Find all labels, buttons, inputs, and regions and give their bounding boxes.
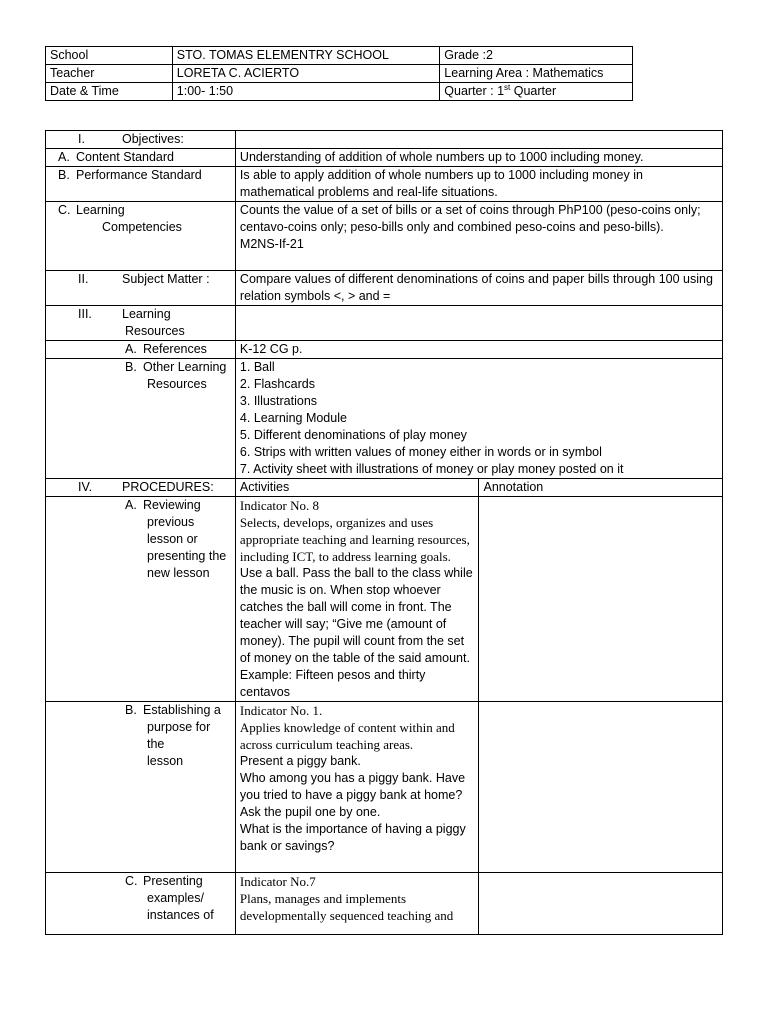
indicator-text: Selects, develops, organizes and uses appropriate teaching and learning resources, including ICT, to address learning goals. bbox=[239, 515, 470, 564]
learning-area-value: Learning Area : Mathematics bbox=[440, 65, 633, 83]
row-references bbox=[46, 341, 723, 359]
learning-resources-content bbox=[235, 306, 722, 341]
indicator-title: Indicator No. 1. bbox=[239, 703, 323, 718]
header-table bbox=[45, 46, 633, 101]
competencies-text: Counts the value of a set of bills or a set of coins through PhP100 (peso-coins only; centavo-coins only; peso-bills only and combined peso-coins and peso-bills). M2NS-If-21 bbox=[235, 202, 722, 271]
teacher-label: Teacher bbox=[46, 65, 173, 83]
competencies-label: C. Learning Competencies bbox=[46, 202, 236, 271]
row-subject-matter bbox=[46, 271, 723, 306]
step-b-activity: Indicator No. 1. Applies knowledge of content within and across curriculum teaching areas. Present a piggy bank. Who among you has a piggy bank. Have you tried to have a piggy bank at home? Ask the pupil one by one. What is the importance of having a piggy bank or savings? bbox=[235, 702, 479, 873]
row-learning-resources bbox=[46, 306, 723, 341]
step-c-annotation bbox=[479, 873, 723, 935]
objectives-label: I. Objectives: bbox=[46, 131, 236, 149]
lesson-plan-table bbox=[45, 130, 723, 935]
step-b-label: B. Establishing a purpose for the lesson bbox=[46, 702, 236, 873]
row-other-resources bbox=[46, 359, 723, 479]
objectives-content bbox=[235, 131, 722, 149]
resource-item: 3. Illustrations bbox=[239, 394, 318, 408]
indicator-text: Plans, manages and implements developmentally sequenced teaching and bbox=[239, 891, 454, 923]
row-content-standard bbox=[46, 149, 723, 167]
row-step-c bbox=[46, 873, 723, 935]
school-value: STO. TOMAS ELEMENTRY SCHOOL bbox=[172, 47, 440, 65]
row-step-b bbox=[46, 702, 723, 873]
row-objectives bbox=[46, 131, 723, 149]
other-resources-list bbox=[235, 359, 722, 479]
content-standard-label: A. Content Standard bbox=[46, 149, 236, 167]
references-text: K-12 CG p. bbox=[235, 341, 722, 359]
step-a-label: A. Reviewing previous lesson or presenting the new lesson bbox=[46, 497, 236, 702]
header-row-teacher bbox=[46, 65, 633, 83]
step-b-annotation bbox=[479, 702, 723, 873]
resource-item: 6. Strips with written values of money either in words or in symbol bbox=[239, 445, 602, 459]
step-c-label: C. Presenting examples/ instances of bbox=[46, 873, 236, 935]
activities-header: Activities bbox=[235, 479, 479, 497]
resource-item: 4. Learning Module bbox=[239, 411, 347, 425]
step-a-activity: Indicator No. 8 Selects, develops, organizes and uses appropriate teaching and learning resources, including ICT, to address learning goals. Use a ball. Pass the ball to the class while the music is on. When stop whoever catches the ball will come in front. The teacher will say; “Give me (amount of money). The pupil will count from the set of money on the table of the said amount. Example: Fifteen pesos and thirty centavos bbox=[235, 497, 479, 702]
learning-resources-label: III. Learning Resources bbox=[46, 306, 236, 341]
resource-item: 7. Activity sheet with illustrations of money or play money posted on it bbox=[239, 462, 624, 476]
header-row-school bbox=[46, 47, 633, 65]
row-step-a bbox=[46, 497, 723, 702]
teacher-value: LORETA C. ACIERTO bbox=[172, 65, 440, 83]
header-row-date bbox=[46, 83, 633, 101]
performance-standard-label: B. Performance Standard bbox=[46, 167, 236, 202]
indicator-text: Applies knowledge of content within and across curriculum teaching areas. bbox=[239, 720, 455, 752]
date-value: 1:00- 1:50 bbox=[172, 83, 440, 101]
row-procedures bbox=[46, 479, 723, 497]
indicator-title: Indicator No. 8 bbox=[239, 498, 319, 513]
content-standard-text: Understanding of addition of whole numbers up to 1000 including money. bbox=[235, 149, 722, 167]
resource-item: 1. Ball bbox=[239, 360, 275, 374]
references-label: A. References bbox=[46, 341, 236, 359]
row-performance-standard bbox=[46, 167, 723, 202]
performance-standard-text: Is able to apply addition of whole numbers up to 1000 including money in mathematical problems and real-life situations. bbox=[235, 167, 722, 202]
step-a-annotation bbox=[479, 497, 723, 702]
indicator-title: Indicator No.7 bbox=[239, 874, 316, 889]
subject-matter-label: II. Subject Matter : bbox=[46, 271, 236, 306]
date-label: Date & Time bbox=[46, 83, 173, 101]
grade-value: Grade :2 bbox=[440, 47, 633, 65]
resource-item: 5. Different denominations of play money bbox=[239, 428, 467, 442]
step-c-activity bbox=[235, 873, 479, 935]
resource-item: 2. Flashcards bbox=[239, 377, 315, 391]
school-label: School bbox=[46, 47, 173, 65]
annotation-header: Annotation bbox=[479, 479, 723, 497]
row-competencies bbox=[46, 202, 723, 271]
subject-matter-text: Compare values of different denominations of coins and paper bills through 100 using relation symbols <, > and = bbox=[235, 271, 722, 306]
quarter-value: Quarter : 1st Quarter bbox=[440, 83, 633, 101]
procedures-label: IV. PROCEDURES: bbox=[46, 479, 236, 497]
other-resources-label: B. Other Learning Resources bbox=[46, 359, 236, 479]
